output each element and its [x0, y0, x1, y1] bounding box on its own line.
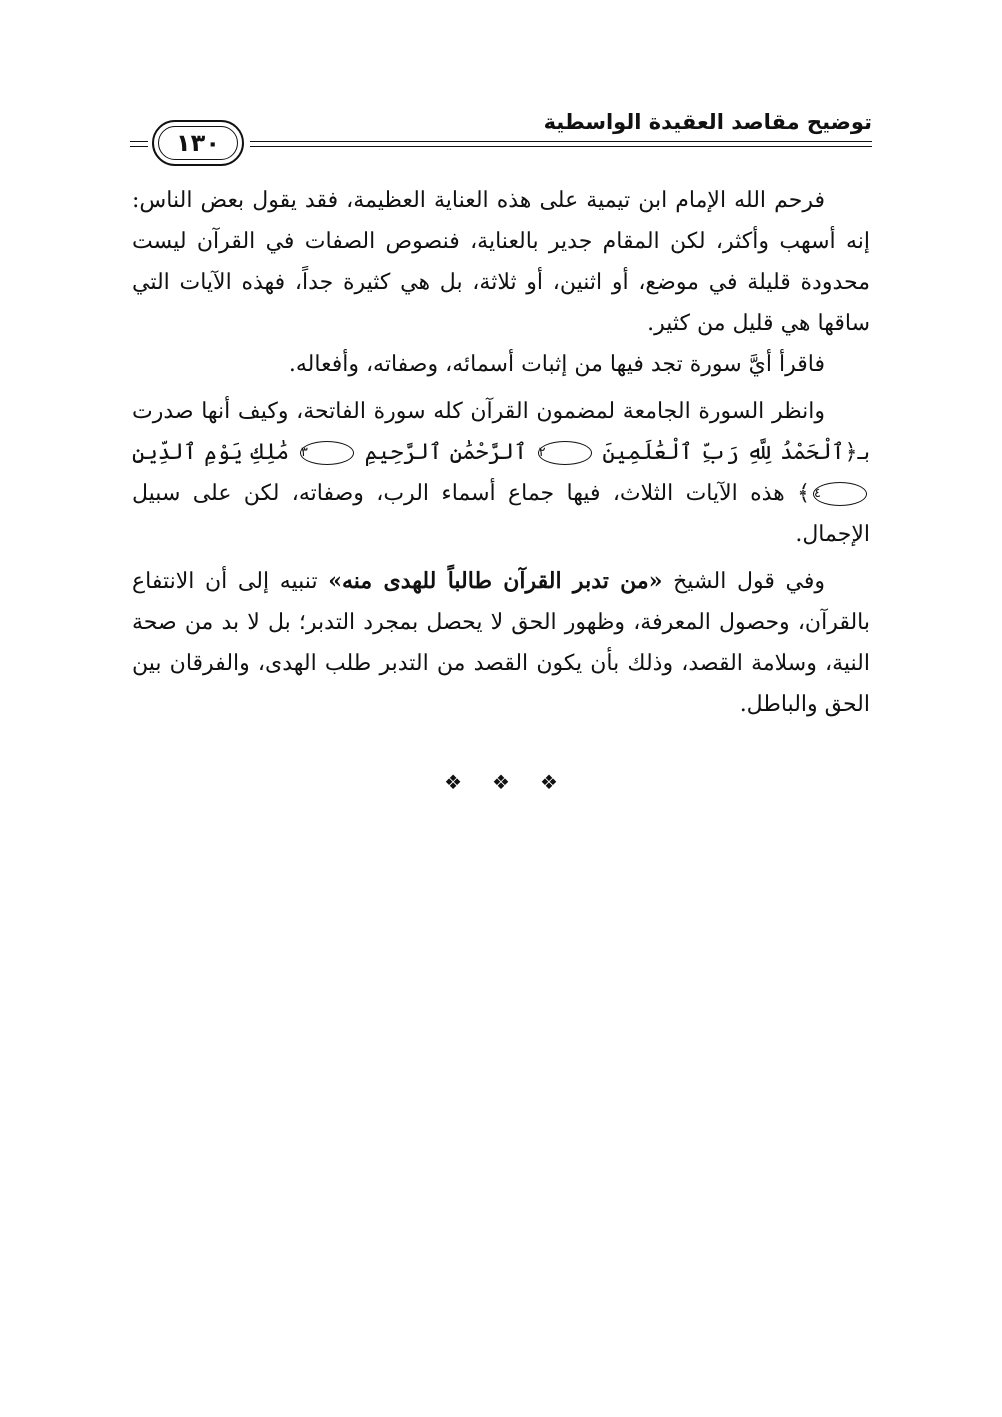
ayah-number-mark: ٣: [300, 441, 354, 465]
paragraph: فاقرأ أيَّ سورة تجد فيها من إثبات أسمائه، وصفاته، وأفعاله.: [288, 352, 825, 377]
quran-bracket-open: ﴿: [844, 440, 858, 465]
book-title: توضيح مقاصد العقيدة الواسطية: [543, 110, 872, 134]
quran-verse: مَٰلِكِ يَوْمِ ٱلدِّينِ: [132, 440, 290, 465]
ornament-icon: ❖: [492, 770, 510, 794]
quoted-phrase: «من تدبر القرآن طالباً للهدى منه»: [328, 568, 663, 594]
paragraph: [132, 391, 870, 555]
paragraph-text: تنبيه إلى أن الانتفاع بالقرآن، وحصول المعرفة، وظهور الحق لا يحصل بمجرد التدبر؛ بل لا بد من صحة النية، وسلامة القصد، وذلك بأن يكون القصد من التدبر طلب الهدى، والفرقان بين الحق والباطل.: [132, 569, 870, 717]
ayah-number-mark: ٢: [538, 441, 592, 465]
page-body: [132, 180, 870, 725]
paragraph: فرحم الله الإمام ابن تيمية على هذه العناية العظيمة، فقد يقول بعض الناس: إنه أسهب وأكثر، لكن المقام جدير بالعناية، فنصوص الصفات في القرآن ليست محدودة قليلة في موضع، أو اثنين، أو ثلاثة، بل هي كثيرة جداً، فهذه الآيات التي ساقها هي قليل من كثير.: [132, 188, 870, 336]
quran-bracket-close: ﴾: [797, 481, 811, 506]
paragraph: [132, 561, 870, 725]
header-rule: [250, 146, 872, 147]
header-rule: [130, 146, 148, 147]
ornament-icon: ❖: [444, 770, 463, 794]
page-number: ١٣٠: [176, 129, 220, 157]
paragraph-text: وانظر السورة الجامعة لمضمون القرآن كله سورة الفاتحة، وكيف أنها صدرت بـ: [132, 399, 871, 465]
paragraph-text: وفي قول الشيخ: [662, 569, 826, 594]
quran-verse: ٱلْحَمْدُ لِلَّهِ رَبِّ ٱلْعَٰلَمِينَ: [602, 440, 845, 465]
section-end-ornaments: [0, 770, 1002, 794]
page-number-frame: [152, 120, 244, 166]
quran-verse: ٱلرَّحْمَٰنِ ٱلرَّحِيمِ: [364, 440, 527, 465]
page-header: [130, 108, 872, 164]
header-rule: [130, 141, 148, 142]
ayah-number-mark: ٤: [813, 482, 867, 506]
header-rule: [250, 141, 872, 142]
paragraph-text: هذه الآيات الثلاث، فيها جماع أسماء الرب، وصفاته، لكن على سبيل الإجمال.: [132, 481, 870, 547]
ornament-icon: ❖: [539, 770, 558, 794]
